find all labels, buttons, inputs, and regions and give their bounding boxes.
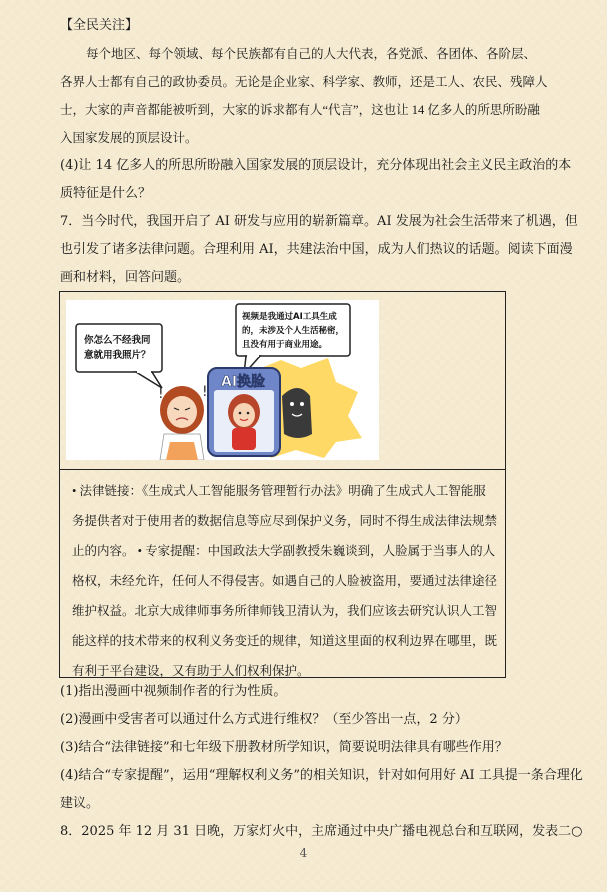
quote-line: 入国家发展的顶层设计。 [60, 131, 198, 145]
legal-material [72, 476, 497, 686]
quote-line: 士，大家的声音都能被听到，大家的诉求都有人“代言”，这也让 14 亿多人的所思所盼融 [60, 103, 540, 117]
comic-svg [66, 300, 379, 460]
intro-line: 7．当今时代，我国开启了 AI 研发与应用的崭新篇章。AI 发展为社会生活带来了机遇，但 [60, 214, 578, 229]
subquestion-1: (1)指出漫画中视频制作者的行为性质。 [60, 684, 287, 699]
bubble-right-line: 且没有用于商业用途。 [242, 340, 328, 350]
subquestion-4-cont: 建议。 [60, 796, 100, 811]
comic-illustration [66, 300, 379, 460]
bubble-left-line: 意就用我照片？ [84, 350, 151, 361]
question-line: 质特征是什么？ [60, 186, 152, 201]
question-line: (4)让 14 亿多人的所思所盼融入国家发展的顶层设计，充分体现出社会主义民主政治的本 [60, 158, 572, 173]
shadow-figure [282, 388, 312, 438]
legal-line: 有利于平台建设，又有助于人们权利保护。 [72, 664, 310, 678]
intro-line: 也引发了诸多法律问题。合理利用 AI，共建法治中国，成为人们热议的话题。阅读下面漫 [60, 242, 573, 257]
legal-line: 能这样的技术带来的权利义务变迁的规律，知道这里面的权利边界在哪里，既 [72, 634, 498, 648]
bubble-left-line: 你怎么不经我同 [84, 335, 151, 346]
page-number: 4 [299, 846, 308, 860]
svg-text:!: ! [202, 384, 208, 400]
legal-line: 格权，未经允许，任何人不得侵害。如遇自己的人脸被盗用，要通过法律途径 [72, 574, 498, 588]
victim-woman [158, 384, 208, 460]
legal-line: 止的内容。 • 专家提醒：中国政法大学副教授朱巍谈到，人脸属于当事人的人 [72, 544, 496, 558]
subquestion-3: (3)结合“法律链接”和七年级下册教材所学知识，简要说明法律具有哪些作用？ [60, 740, 508, 755]
question-4 [60, 152, 572, 208]
question-7-subquestions [60, 678, 583, 846]
legal-line: • 法律链接：《生成式人工智能服务管理暂行办法》明确了生成式人工智能服 [72, 484, 486, 498]
subquestion-4: (4)结合“专家提醒”，运用“理解权利义务”的相关知识，针对如何用好 AI 工具提一条合理化 [60, 768, 583, 783]
legal-line: 务提供者对于使用者的数据信息等应尽到保护义务，同时不得生成法律法规禁 [72, 514, 498, 528]
question-7-intro [60, 208, 578, 292]
svg-text:!: ! [158, 386, 164, 402]
panel-divider [60, 469, 505, 470]
intro-line: 画和材料，回答问题。 [60, 270, 191, 285]
question-8: 8．2025 年 12 月 31 日晚，万家灯火中，主席通过中央广播电视总台和互联网，发表二○ [60, 824, 583, 839]
material-panel [59, 291, 506, 678]
phone-illustration [208, 368, 280, 456]
speech-bubble-right [236, 304, 350, 374]
bubble-right-line: 视频是我通过AI工具生成 [242, 312, 337, 322]
speech-bubble-left [76, 324, 162, 388]
section-tag: 【全民关注】 [60, 18, 139, 33]
legal-line: 维护权益。北京大成律师事务所律师钱卫清认为，我们应该去研究认识人工智 [72, 604, 498, 618]
subquestion-2: (2)漫画中受害者可以通过什么方式进行维权？（至少答出一点，2 分） [60, 712, 468, 727]
phone-label: AI换脸 [221, 374, 266, 390]
quote-block [60, 40, 560, 152]
page-content [60, 12, 578, 292]
quote-line: 每个地区、每个领域、每个民族都有自己的人大代表，各党派、各团体、各阶层、 [86, 47, 537, 61]
quote-line: 各界人士都有自己的政协委员。无论是企业家、科学家、教师，还是工人、农民、残障人 [60, 75, 548, 89]
bubble-right-line: 的，未涉及个人生活秘密， [242, 326, 345, 336]
